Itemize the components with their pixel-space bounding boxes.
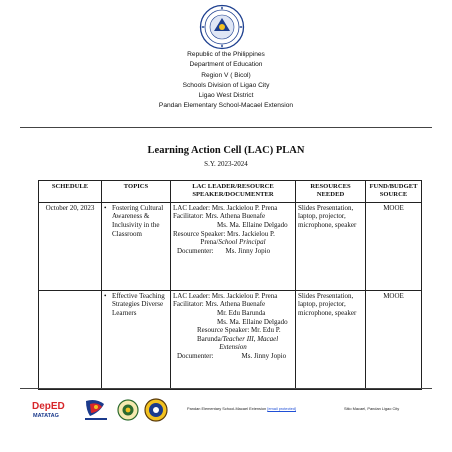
col-header-lac-leader: LAC LEADER/RESOURCE SPEAKER/DOCUMENTER [171,181,296,203]
cell-fund: MOOE [366,290,422,389]
school-year: S.Y. 2023-2024 [204,160,248,168]
resource-speaker-role: Barunda/Teacher III, Macael [197,334,279,343]
deped-seal-logo [199,4,245,50]
topic-text: Effective Teaching Strategies Diverse Learners [112,291,165,317]
lac-plan-table [38,180,422,390]
header-line-school: Pandan Elementary School-Macael Extension [158,102,294,110]
matatag-logo-text: MATATAG [33,413,59,419]
documenter: Documenter: Ms. Jinny Jopio [177,246,271,255]
header-divider [20,127,432,128]
topic-text: Fostering Cultural Awareness & Inclusivity in the Classroom [112,203,164,238]
footer-school-contact [187,406,296,411]
col-header-schedule: SCHEDULE [39,181,102,203]
cell-topic [102,290,171,389]
facilitator-3: Ms. Ma. Ellaine Delgado [217,317,288,326]
header-line-country: Republic of the Philippines [187,51,265,58]
footer-logos [30,396,180,426]
footer-school-name: Pandan Elementary School-Macael Extension [187,406,267,411]
header-line-district: Ligao West District [198,92,254,100]
table-header-row [39,181,422,203]
footer-address: Sitio Macael, Pandan Ligao City [344,406,400,411]
bullet-icon: • [104,291,107,300]
resource-speaker-role: Prena/School Principal [200,238,266,247]
facilitator: Facilitator: Mrs. Athena Buenafe [173,300,266,309]
facilitator-2: Ms. Ma. Ellaine Delgado [217,221,288,229]
cell-fund: MOOE [366,202,422,290]
resource-speaker-role-2: Extension [219,343,247,352]
document-title: Learning Action Cell (LAC) PLAN [147,145,305,156]
footer-email-link[interactable]: [email protected] [267,406,297,411]
table-row [39,290,422,389]
col-header-resources: RESOURCES NEEDED [296,181,366,203]
header-line-division: Schools Division of Ligao City [182,81,270,89]
cell-lac-leader [171,290,296,389]
bullet-icon: • [104,203,107,212]
cell-resources: Slides Presentation, laptop, projector, microphone, speaker [296,202,366,290]
col-header-fund: FUND/BUDGET SOURCE [366,181,422,203]
deped-matatag-logo [32,401,65,419]
cell-lac-leader [171,202,296,290]
lac-leader: LAC Leader: Mrs. Jackielou P. Prena [173,291,278,300]
deped-logo-text: DepED [32,401,65,412]
division-seal-logo [118,400,138,420]
lac-leader: LAC Leader: Mrs. Jackielou P. Prena [173,203,278,212]
cell-schedule [39,290,102,389]
letterhead [0,50,452,112]
footer-divider [20,388,432,389]
resource-speaker: Resource Speaker: Mrs. Jackielou P. [173,229,275,238]
header-line-region: Region V ( Bicol) [201,71,251,79]
documenter: Documenter: Ms. Jinny Jopio [177,351,287,360]
cell-resources: Slides Presentation, laptop, projector, microphone, speaker [296,290,366,389]
cell-schedule: October 20, 2023 [39,202,102,290]
facilitator-2: Mr. Edu Barunda [217,309,266,317]
school-seal-logo [145,399,167,421]
cell-topic [102,202,171,290]
header-line-department: Department of Education [189,61,263,69]
resource-speaker: Resource Speaker: Mr. Edu P. [197,326,281,335]
bagong-pilipinas-logo [85,400,107,420]
table-row [39,202,422,290]
facilitator: Facilitator: Mrs. Athena Buenafe [173,212,266,221]
col-header-topics: TOPICS [102,181,171,203]
